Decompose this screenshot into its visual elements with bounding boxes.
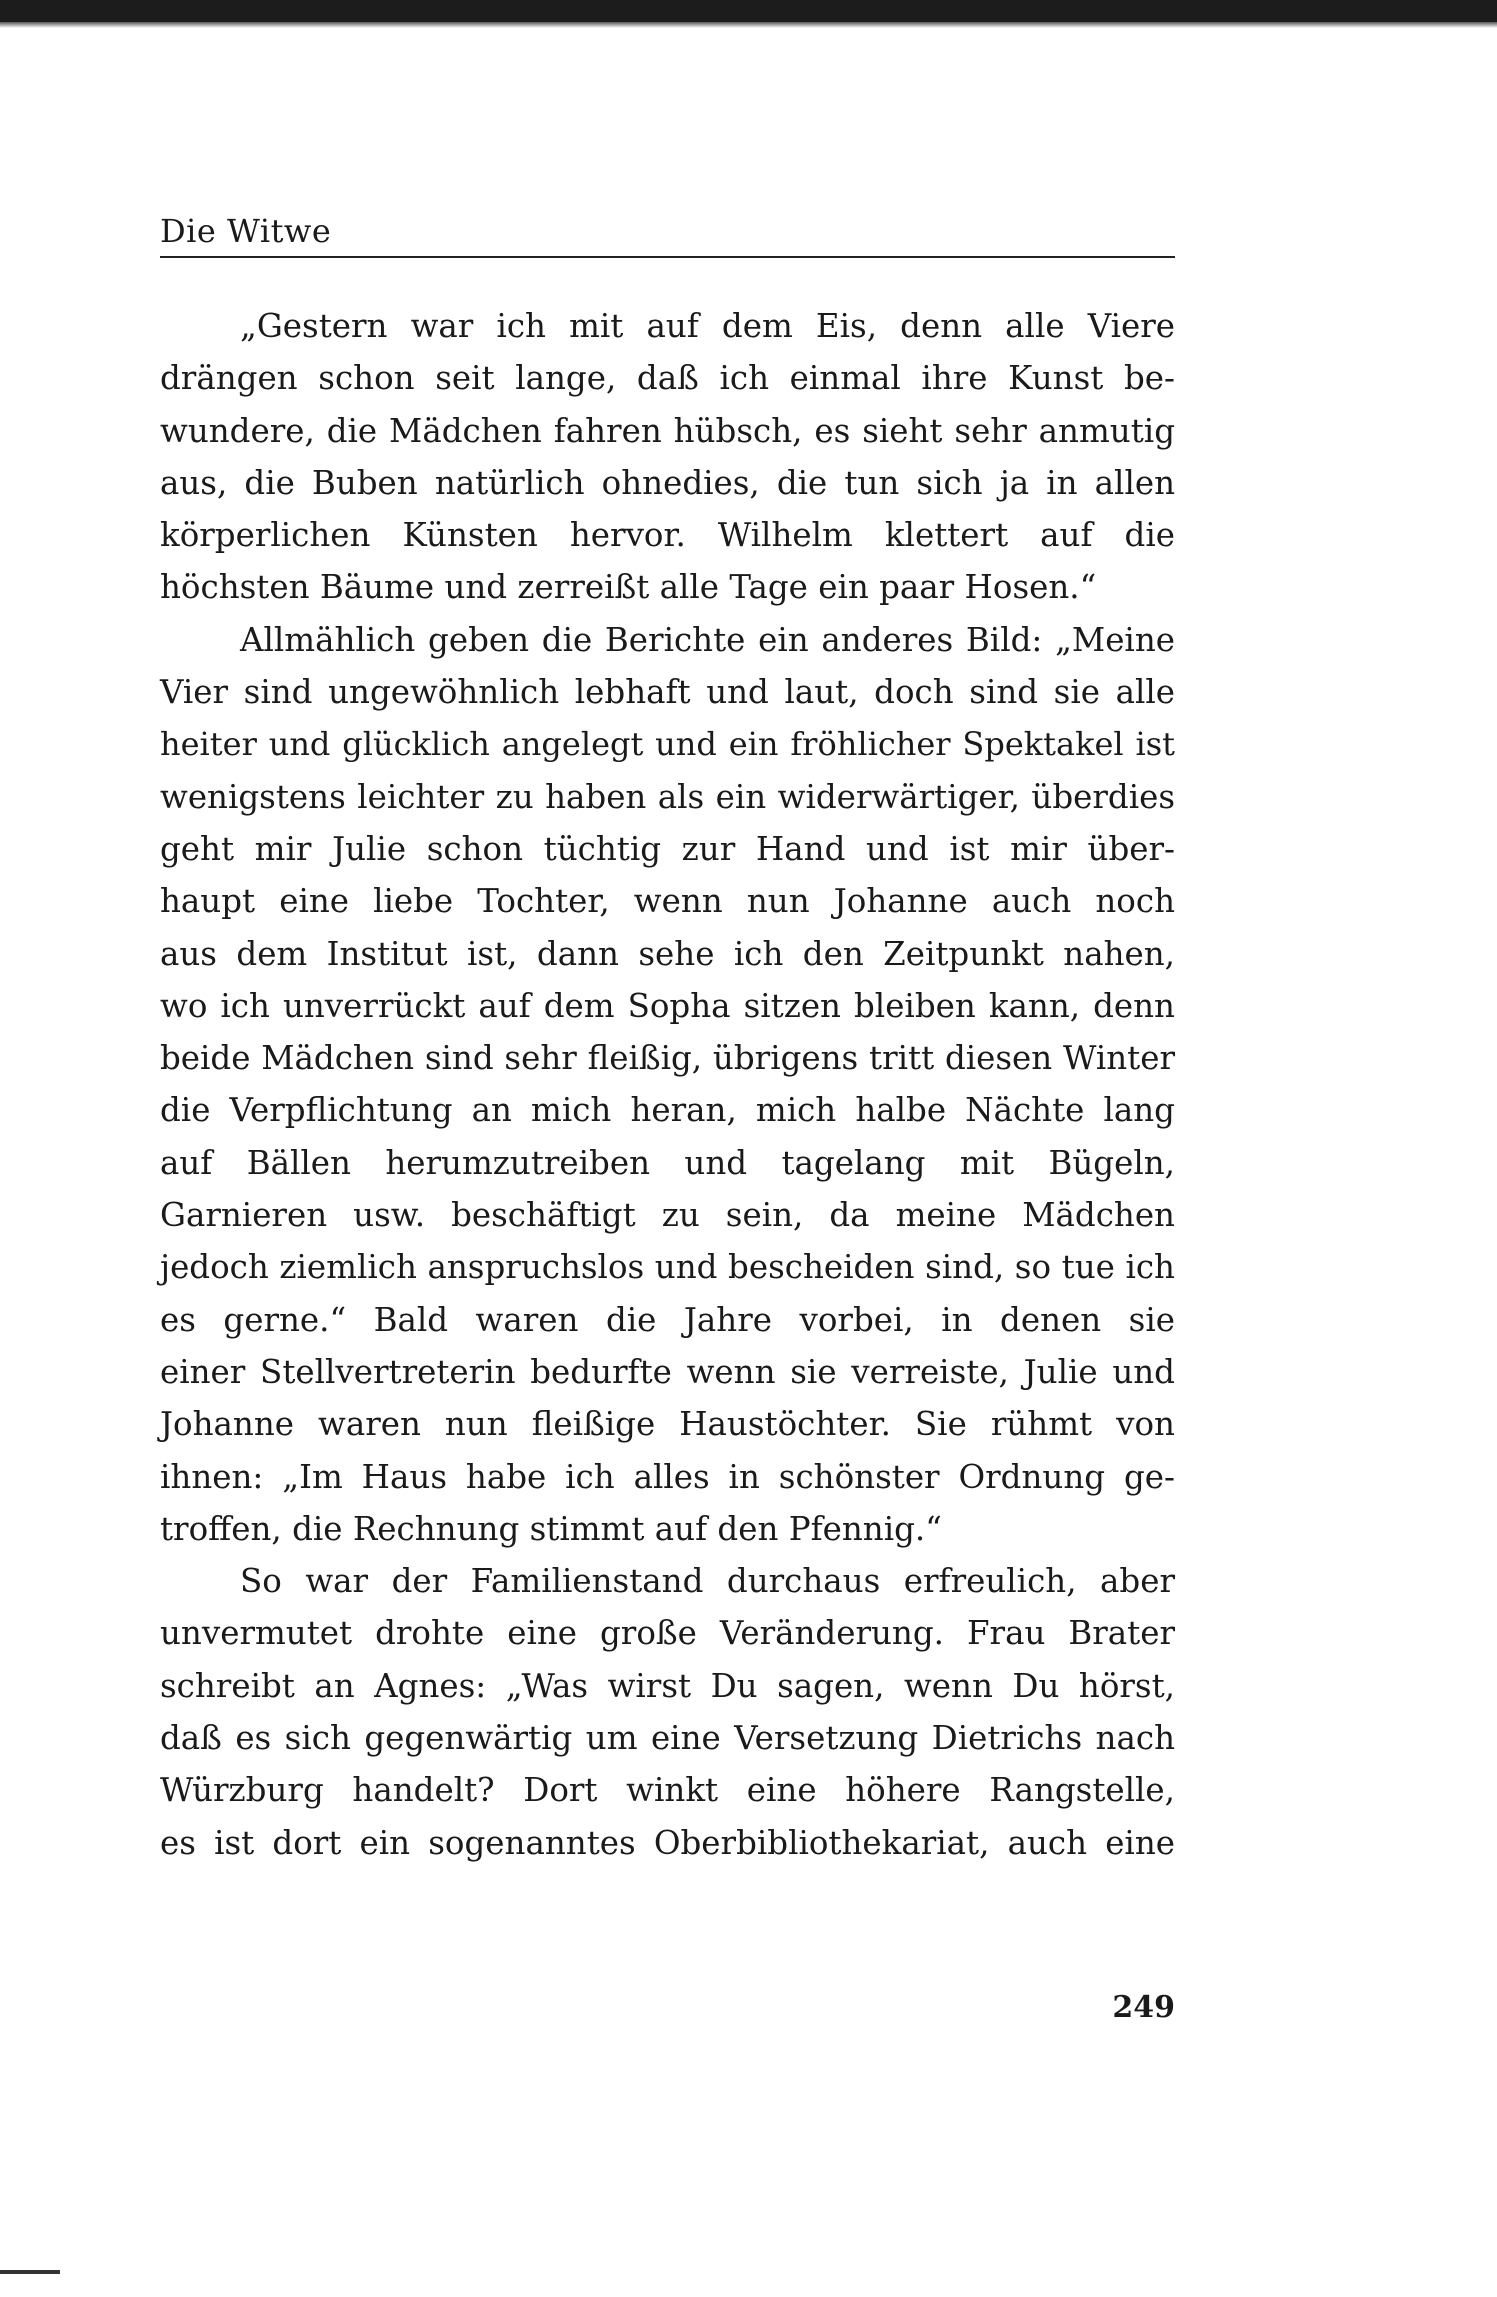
- text-line-21: einer Stellvertreterin bedurfte wenn sie verreiste, Julie und: [160, 1352, 1175, 1391]
- text-line-22: Johanne waren nun fleißige Haustöchter. Sie rühmt von: [160, 1405, 1175, 1444]
- text-line-20: es gerne.“ Bald waren die Jahre vorbei, in denen sie: [160, 1300, 1175, 1339]
- text-line-27: schreibt an Agnes: „Was wirst Du sagen, wenn Du hörst,: [160, 1666, 1175, 1705]
- body-text: [160, 300, 1175, 1869]
- text-line-18: Garnieren usw. beschäftigt zu sein, da meine Mädchen: [160, 1196, 1175, 1235]
- text-line-1: „Gestern war ich mit auf dem Eis, denn alle Viere: [240, 307, 1175, 345]
- text-line-4: aus, die Buben natürlich ohnedies, die tun sich ja in allen: [160, 463, 1175, 502]
- text-line-12: haupt eine liebe Tochter, wenn nun Johanne auch noch: [160, 882, 1175, 921]
- text-line-28: daß es sich gegenwärtig um eine Versetzung Dietrichs nach: [160, 1719, 1175, 1758]
- text-line-6: höchsten Bäume und zerreißt alle Tage ein paar Hosen.“: [160, 568, 1097, 607]
- text-line-8: Vier sind ungewöhnlich lebhaft und laut, doch sind sie alle: [160, 673, 1175, 712]
- text-line-13: aus dem Institut ist, dann sehe ich den Zeitpunkt nahen,: [160, 934, 1175, 973]
- text-line-3: wundere, die Mädchen fahren hübsch, es sieht sehr anmutig: [160, 411, 1175, 450]
- text-line-2: drängen schon seit lange, daß ich einmal ihre Kunst be-: [160, 359, 1175, 398]
- text-line-9: heiter und glücklich angelegt und ein fröhlicher Spektakel ist: [160, 725, 1175, 764]
- text-line-29: Würzburg handelt? Dort winkt eine höhere Rangstelle,: [160, 1771, 1175, 1810]
- text-line-7: Allmählich geben die Berichte ein anderes Bild: „Meine: [240, 620, 1175, 659]
- text-line-11: geht mir Julie schon tüchtig zur Hand und ist mir über-: [160, 829, 1175, 868]
- page-number: 249: [1112, 1990, 1175, 2025]
- text-line-5: körperlichen Künsten hervor. Wilhelm klettert auf die: [160, 516, 1175, 555]
- text-line-15: beide Mädchen sind sehr fleißig, übrigens tritt diesen Winter: [160, 1039, 1175, 1078]
- page-header: [160, 210, 1175, 258]
- running-title: Die Witwe: [160, 212, 332, 250]
- text-line-25: So war der Familienstand durchaus erfreulich, aber: [240, 1562, 1175, 1601]
- text-line-14: wo ich unverrückt auf dem Sopha sitzen bleiben kann, denn: [160, 986, 1175, 1025]
- text-line-26: unvermutet drohte eine große Veränderung. Frau Brater: [160, 1614, 1175, 1653]
- scan-edge-mark: [0, 2270, 60, 2274]
- text-line-23: ihnen: „Im Haus habe ich alles in schönster Ordnung ge-: [160, 1457, 1175, 1496]
- text-line-10: wenigstens leichter zu haben als ein widerwärtiger, überdies: [160, 777, 1175, 816]
- text-line-17: auf Bällen herumzutreiben und tagelang mit Bügeln,: [160, 1143, 1175, 1182]
- scan-top-edge: [0, 0, 1497, 22]
- scan-top-edge-shadow: [0, 22, 1497, 28]
- text-line-24: troffen, die Rechnung stimmt auf den Pfennig.“: [160, 1509, 942, 1548]
- text-line-16: die Verpflichtung an mich heran, mich halbe Nächte lang: [160, 1091, 1175, 1130]
- text-line-19: jedoch ziemlich anspruchslos und bescheiden sind, so tue ich: [160, 1248, 1175, 1287]
- text-line-30: es ist dort ein sogenanntes Oberbibliothekariat, auch eine: [160, 1823, 1175, 1862]
